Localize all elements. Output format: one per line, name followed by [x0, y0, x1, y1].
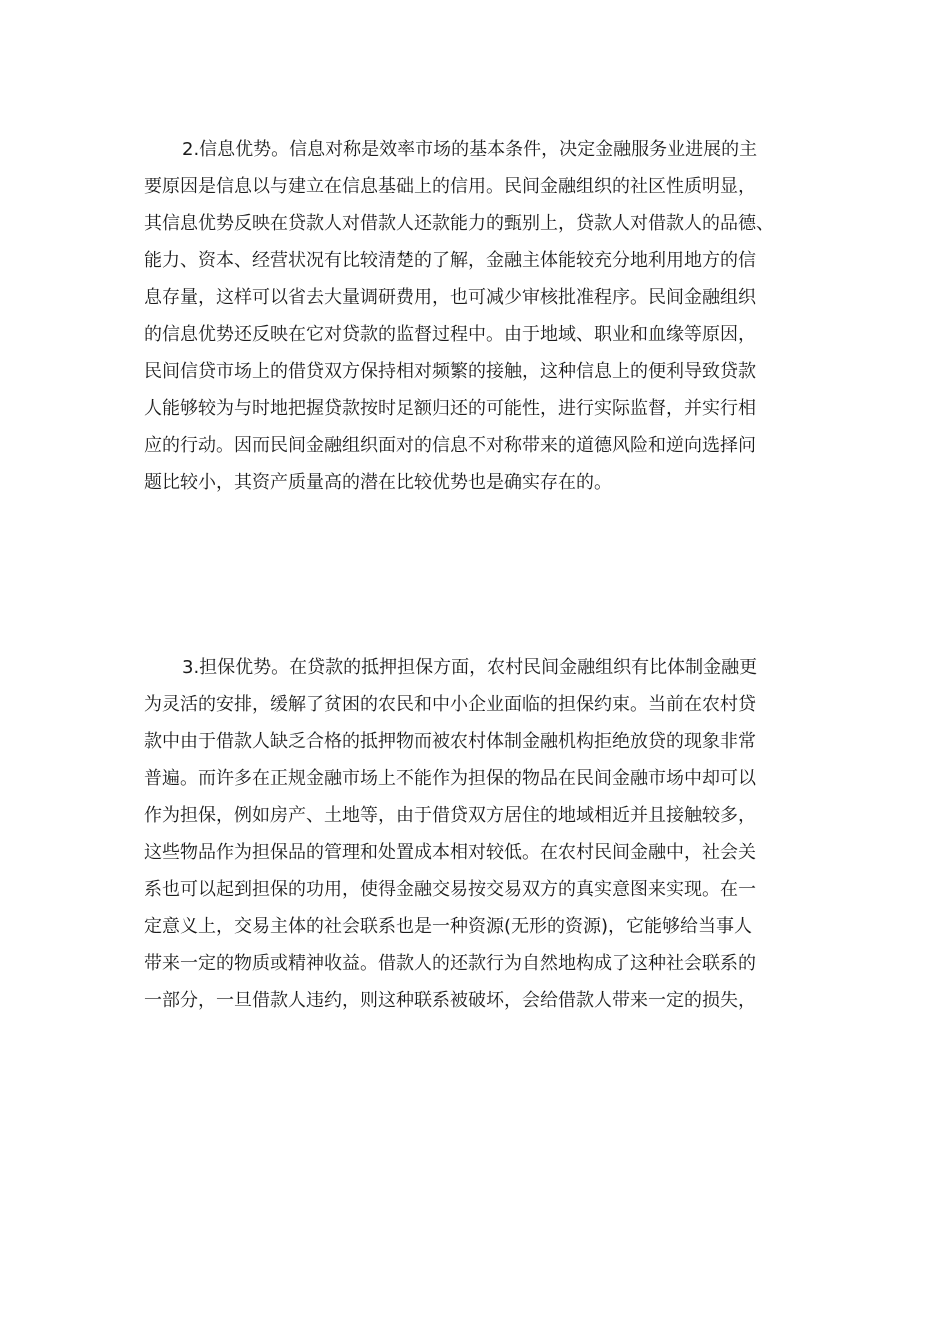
paragraph-line: 为灵活的安排，缓解了贫困的农民和中小企业面临的担保约束。当前在农村贷: [144, 694, 756, 715]
paragraph-line: 普遍。而许多在正规金融市场上不能作为担保的物品在民间金融市场中却可以: [144, 768, 756, 789]
paragraph-line: 息存量，这样可以省去大量调研费用，也可减少审核批准程序。民间金融组织: [144, 287, 756, 308]
paragraph-guarantee-advantage: [144, 649, 814, 1019]
paragraph-line: 3.担保优势。在贷款的抵押担保方面，农村民间金融组织有比体制金融更: [182, 657, 758, 678]
paragraph-line: 应的行动。因而民间金融组织面对的信息不对称带来的道德风险和逆向选择问: [144, 435, 756, 456]
paragraph-line: 系也可以起到担保的功用，使得金融交易按交易双方的真实意图来实现。在一: [144, 879, 756, 900]
paragraph-line: 民间信贷市场上的借贷双方保持相对频繁的接触，这种信息上的便利导致贷款: [144, 361, 756, 382]
paragraph-line: 的信息优势还反映在它对贷款的监督过程中。由于地域、职业和血缘等原因，: [144, 324, 756, 345]
paragraph-information-advantage: [144, 131, 814, 501]
paragraph-line: 要原因是信息以与建立在信息基础上的信用。民间金融组织的社区性质明显，: [144, 176, 756, 197]
paragraph-line: 一部分，一旦借款人违约，则这种联系被破坏，会给借款人带来一定的损失，: [144, 990, 756, 1011]
paragraph-line: 题比较小，其资产质量高的潜在比较优势也是确实存在的。: [144, 472, 612, 493]
paragraph-line: 其信息优势反映在贷款人对借款人还款能力的甄别上，贷款人对借款人的品德、: [144, 213, 774, 234]
paragraph-line: 款中由于借款人缺乏合格的抵押物而被农村体制金融机构拒绝放贷的现象非常: [144, 731, 756, 752]
paragraph-line: 作为担保，例如房产、土地等，由于借贷双方居住的地域相近并且接触较多，: [144, 805, 756, 826]
paragraph-line: 人能够较为与时地把握贷款按时足额归还的可能性，进行实际监督，并实行相: [144, 398, 756, 419]
paragraph-line: 定意义上，交易主体的社会联系也是一种资源(无形的资源)，它能够给当事人: [144, 916, 753, 937]
paragraph-line: 这些物品作为担保品的管理和处置成本相对较低。在农村民间金融中，社会关: [144, 842, 756, 863]
paragraph-line: 带来一定的物质或精神收益。借款人的还款行为自然地构成了这种社会联系的: [144, 953, 756, 974]
paragraph-line: 2.信息优势。信息对称是效率市场的基本条件，决定金融服务业进展的主: [182, 139, 758, 160]
paragraph-line: 能力、资本、经营状况有比较清楚的了解，金融主体能较充分地利用地方的信: [144, 250, 756, 271]
